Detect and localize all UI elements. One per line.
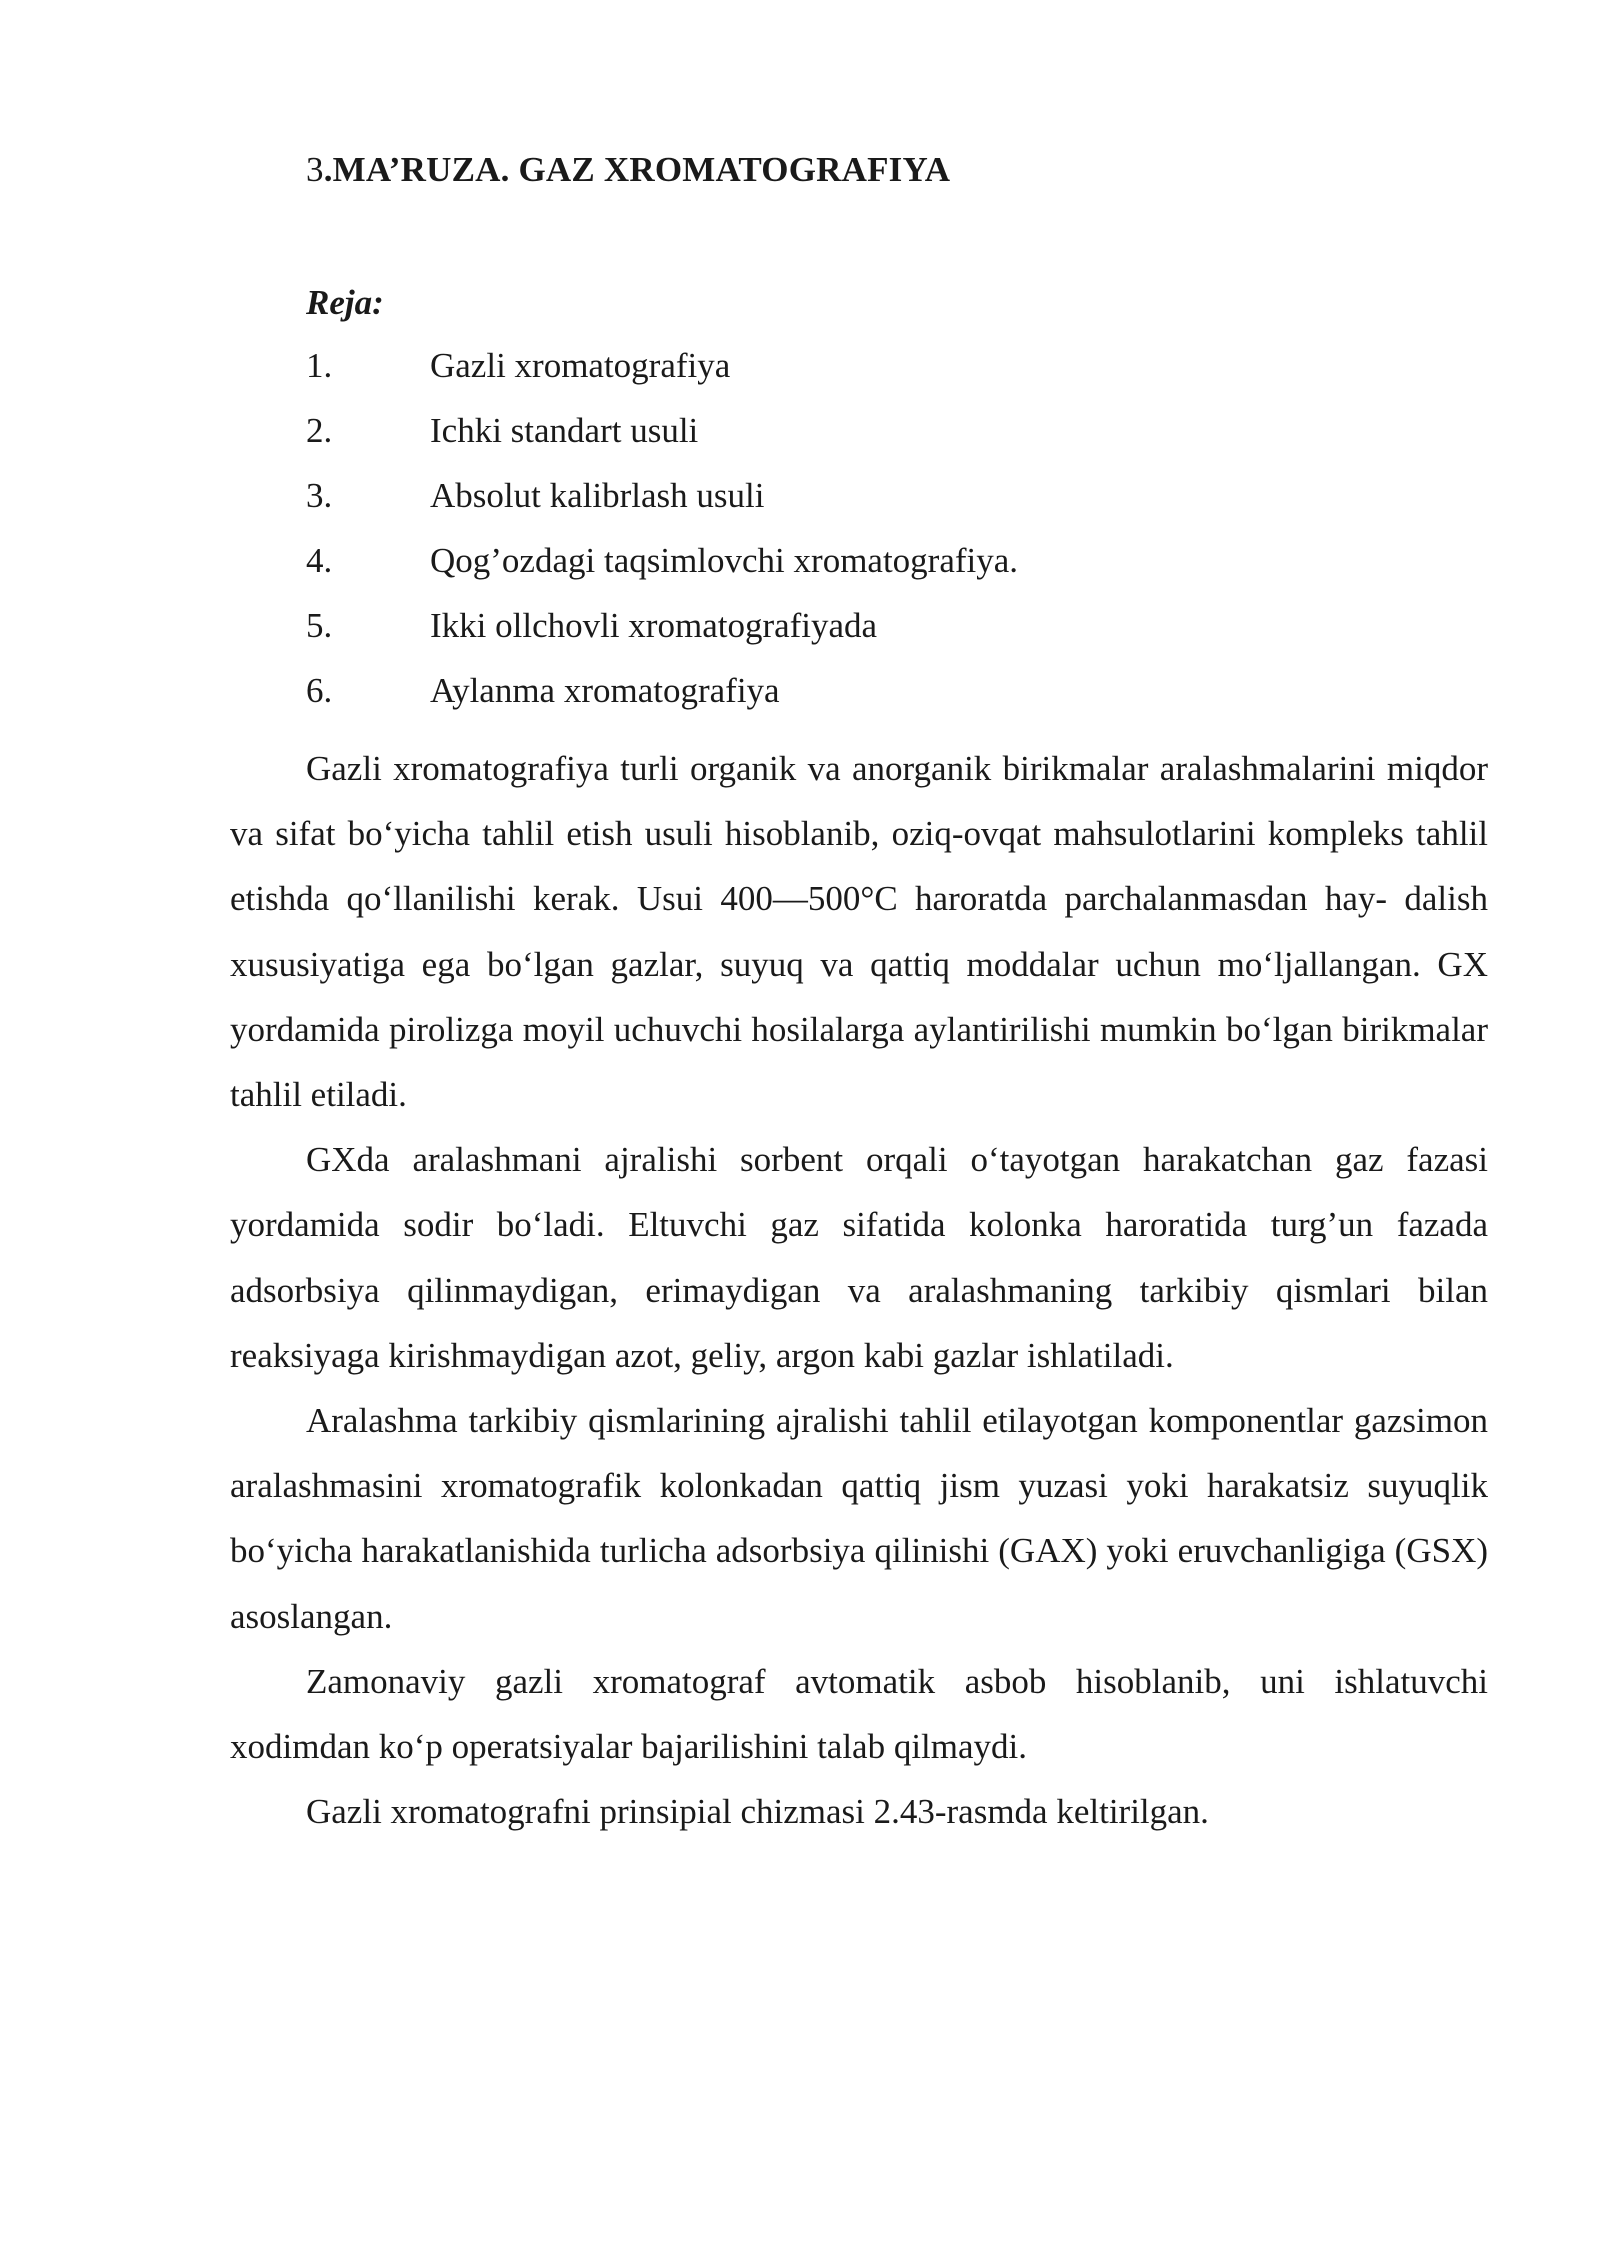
paragraph: Zamonaviy gazli xromatograf avtomatik asbob hisoblanib, uni ishlatuvchi xodimdan ko‘p operatsiyalar bajarilishini talab qilmaydi. <box>230 1661 1488 1767</box>
plan-item-text: Gazli xromatografiya <box>430 346 731 385</box>
plan-heading: Reja: <box>306 283 384 322</box>
paragraph: Gazli xromatografni prinsipial chizmasi 2.43-rasmda keltirilgan. <box>306 1792 1209 1832</box>
plan-item-number: 3. <box>306 476 333 515</box>
plan-item-number: 1. <box>306 346 333 385</box>
plan-item-number: 2. <box>306 411 333 450</box>
plan-item <box>306 541 1018 606</box>
paragraph: Aralashma tarkibiy qismlarining ajralishi tahlil etilayotgan komponentlar gazsimon aralashmasini xromatografik kolonkadan qattiq jism yuzasi yoki harakatsiz suyuqlik bo‘yicha harakatlanishida turlicha adsorbsiya qilinishi (GAX) yoki eruvchanligiga (GSX) asoslangan. <box>230 1401 1488 1636</box>
plan-item <box>306 411 1018 476</box>
plan-item <box>306 476 1018 541</box>
plan-item <box>306 346 1018 411</box>
paragraph: Gazli xromatografiya turli organik va anorganik birikmalar aralashmalarini miqdor va sifat bo‘yicha tahlil etish usuli hisoblanib, oziq-ovqat mahsulotlarini kompleks tahlil etishda qo‘llanilishi kerak. Usui 400—500°C haroratda parchalanmasdan hay- dalish xususiyatiga ega bo‘lgan gazlar, suyuq va qattiq moddalar uchun mo‘ljallangan. GX yordamida pirolizga moyil uchuvchi hosilalarga aylantirilishi mumkin bo‘lgan birikmalar tahlil etiladi. <box>230 749 1488 1115</box>
plan-item-text: Qog’ozdagi taqsimlovchi xromatografiya. <box>430 541 1019 580</box>
paragraph: GXda aralashmani ajralishi sorbent orqali o‘tayotgan harakatchan gaz fazasi yordamida sodir bo‘ladi. Eltuvchi gaz sifatida kolonka haroratida turg’un fazada adsorbsiya qilinmaydigan, erimaydigan va aralashmaning tarkibiy qismlari bilan reaksiyaga kirishmaydigan azot, geliy, argon kabi gazlar ishlatiladi. <box>230 1140 1488 1375</box>
plan-item-number: 5. <box>306 606 333 645</box>
plan-list <box>306 346 1018 736</box>
plan-item <box>306 606 1018 671</box>
plan-item <box>306 671 1018 736</box>
plan-item-text: Ikki ollchovli xromatografiyada <box>430 606 878 645</box>
plan-item-number: 4. <box>306 541 333 580</box>
lecture-number: 3 <box>306 150 324 189</box>
plan-item-text: Absolut kalibrlash usuli <box>430 476 765 515</box>
plan-item-text: Aylanma xromatografiya <box>430 671 780 710</box>
plan-item-number: 6. <box>306 671 333 710</box>
lecture-title <box>306 150 950 190</box>
body-text <box>230 736 1488 1844</box>
plan-item-text: Ichki standart usuli <box>430 411 699 450</box>
lecture-title-text: .MA’RUZA. GAZ XROMATOGRAFIYA <box>323 150 951 189</box>
